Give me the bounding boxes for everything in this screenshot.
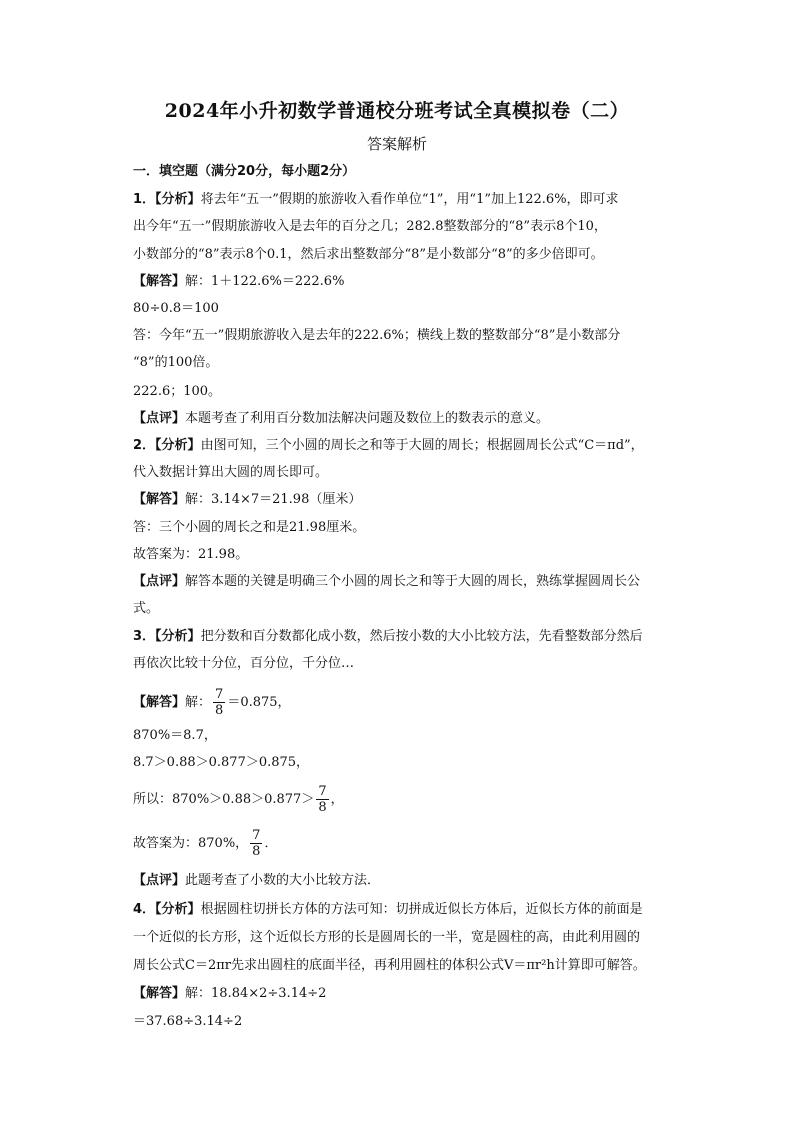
q1-analysis-line-3: 小数部分的“8”表示8个0.1，然后求出整数部分“8”是小数部分“8”的多少倍即可。: [133, 247, 604, 262]
q1-comment-text: 本题考查了利用百分数加法解决问题及数位上的数表示的意义。: [185, 411, 550, 426]
q1-answer-line-3: 答：今年“五一”假期旅游收入是去年的222.6%；横线上数的整数部分“8”是小数部分: [133, 328, 621, 343]
q4-analysis-tag: 【分析】: [155, 902, 201, 917]
fraction-numerator: 7: [215, 687, 224, 702]
fraction-denominator: 8: [252, 844, 261, 859]
q4-answer-text-1: 解：18.84×2÷3.14÷2: [185, 986, 327, 1001]
q3-comment-tag: 【点评】: [133, 873, 186, 888]
q3-number: 3．: [133, 629, 156, 644]
q2-analysis-tag: 【分析】: [155, 438, 201, 453]
q4-analysis-text-1: 根据圆柱切拼长方体的方法可知：切拼成近似长方体后，近似长方体的前面是: [200, 902, 643, 917]
q4-analysis-line-2: 一个近似的长方形，这个近似长方形的长是圆周长的一半，宽是圆柱的高，由此利用圆的: [133, 930, 641, 945]
q2-answer-tag: 【解答】: [133, 492, 186, 507]
q3-analysis-tag: 【分析】: [155, 629, 201, 644]
q3-analysis-line-1: [133, 628, 643, 646]
q3-inequality-suffix: ，: [330, 792, 344, 807]
q3-final-answer: [133, 826, 277, 862]
q1-answer-tag: 【解答】: [133, 274, 186, 289]
q3-answer-tag: 【解答】: [133, 695, 186, 710]
q3-answer-line-4: [133, 782, 344, 818]
q2-analysis-text-1: 由图可知，三个小圆的周长之和等于大圆的周长；根据圆周长公式“C＝πd”，: [200, 438, 644, 453]
q2-analysis-line-2: 代入数据计算出大圆的周长即可。: [133, 465, 329, 480]
q4-number: 4．: [133, 902, 156, 917]
q2-answer-text-1: 解：3.14×7＝21.98（厘米）: [185, 492, 362, 507]
q3-answer-suffix: ＝0.875，: [227, 695, 291, 710]
q1-analysis-tag: 【分析】: [155, 192, 201, 207]
q2-comment-line-2: 式。: [133, 601, 160, 616]
q3-final-prefix: 故答案为：870%，: [133, 836, 249, 851]
q1-comment-line: [133, 410, 549, 428]
q3-answer-line-2: 870%＝8.7，: [133, 728, 217, 743]
page-title: 2024年小升初数学普通校分班考试全真模拟卷（二）: [164, 100, 630, 122]
q1-number: 1．: [133, 192, 156, 207]
fraction-denominator: 8: [318, 800, 327, 815]
q4-analysis-line-3: 周长公式C＝2πr先求出圆柱的底面半径，再利用圆柱的体积公式V＝πr²h计算即可解答。: [133, 958, 646, 973]
q1-answer-line-4: “8”的100倍。: [133, 355, 219, 370]
q3-answer-line-1: [133, 685, 291, 721]
page-subtitle: 答案解析: [366, 135, 427, 153]
q1-analysis-text-1: 将去年“五一”假期的旅游收入看作单位“1”，用“1”加上122.6%，即可求: [200, 192, 619, 207]
q2-answer-line-3: 故答案为：21.98。: [133, 547, 249, 562]
q1-answer-text-1: 解：1＋122.6%＝222.6%: [185, 274, 345, 289]
q2-answer-line-2: 答：三个小圆的周长之和是21.98厘米。: [133, 520, 366, 535]
q2-comment-line-1: [133, 573, 640, 591]
q1-analysis-line-2: 出今年“五一”假期旅游收入是去年的百分之几；282.8整数部分的“8”表示8个10，: [133, 219, 607, 234]
q4-answer-line-1: [133, 985, 326, 1003]
fraction-numerator: 7: [318, 784, 327, 799]
q3-comment-text: 此题考查了小数的大小比较方法．: [185, 873, 381, 888]
fraction-seven-eighths: [316, 784, 328, 815]
q1-comment-tag: 【点评】: [133, 411, 186, 426]
q3-comment-line: [133, 872, 380, 890]
q1-answer-line-1: [133, 273, 344, 291]
q2-analysis-line-1: [133, 437, 644, 455]
fraction-denominator: 8: [215, 703, 224, 718]
q3-final-suffix: ．: [264, 836, 278, 851]
q2-number: 2．: [133, 438, 156, 453]
q4-answer-tag: 【解答】: [133, 986, 186, 1001]
q3-analysis-line-2: 再依次比较十分位，百分位，千分位…: [133, 656, 355, 671]
q3-analysis-text-1: 把分数和百分数都化成小数，然后按小数的大小比较方法，先看整数部分然后: [200, 629, 643, 644]
q1-answer-line-2: 80÷0.8＝100: [133, 301, 219, 316]
fraction-numerator: 7: [252, 828, 261, 843]
q2-comment-tag: 【点评】: [133, 574, 186, 589]
fraction-seven-eighths: [213, 687, 225, 718]
q4-analysis-line-1: [133, 901, 643, 919]
section-heading: 一．填空题（满分20分，每小题2分）: [133, 164, 356, 179]
q2-comment-text-1: 解答本题的关键是明确三个小圆的周长之和等于大圆的周长，熟练掌握圆周长公: [185, 574, 641, 589]
q3-answer-prefix: 解：: [185, 695, 212, 710]
q3-inequality-prefix: 所以：870%＞0.88＞0.877＞: [133, 792, 315, 807]
q3-answer-line-3: 8.7＞0.88＞0.877＞0.875，: [133, 755, 310, 770]
q1-analysis-line-1: [133, 191, 619, 209]
q1-final-answer: 222.6；100。: [133, 384, 222, 399]
fraction-seven-eighths: [250, 828, 262, 859]
q4-answer-line-2: ＝37.68÷3.14÷2: [133, 1014, 243, 1029]
q2-answer-line-1: [133, 491, 361, 509]
